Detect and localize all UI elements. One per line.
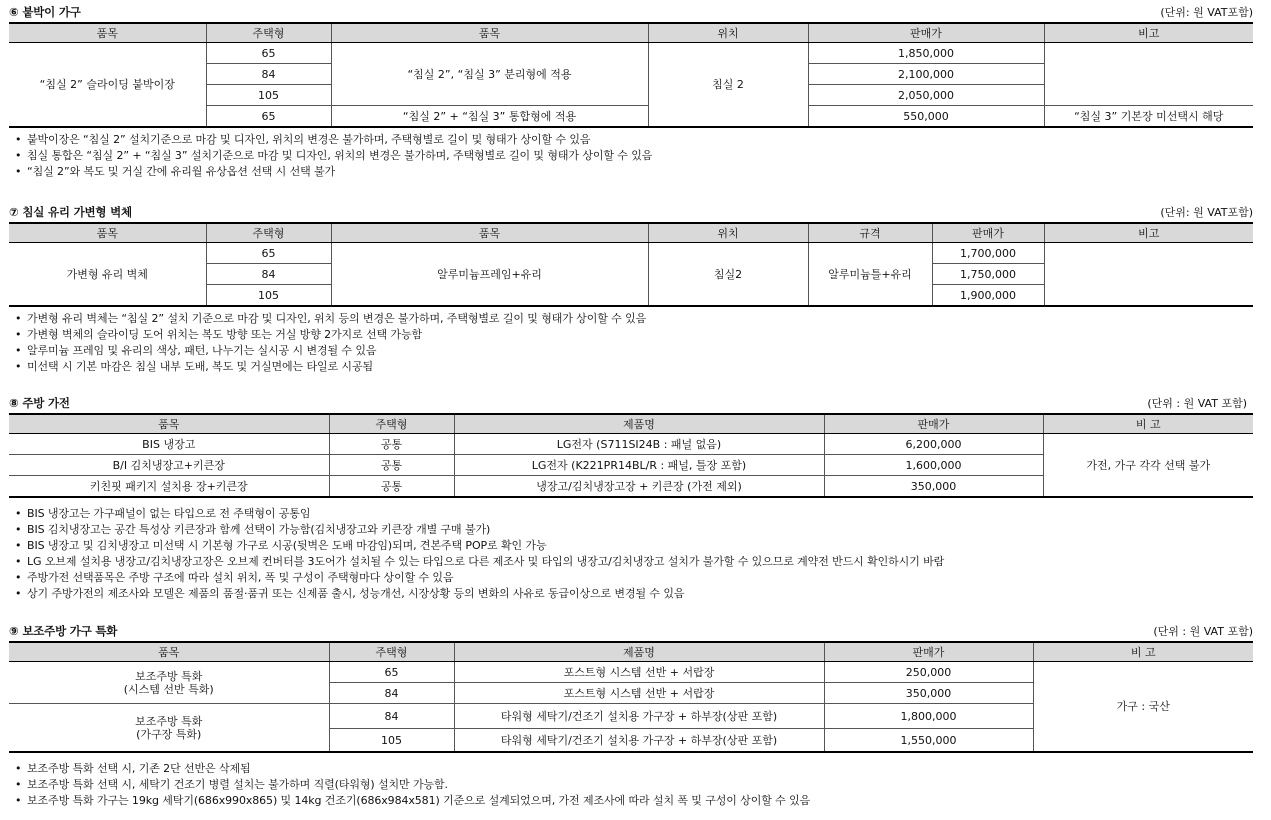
section-title: ⑥ 붙박이 가구 <box>9 5 81 19</box>
header-price: 판매가 <box>808 23 1044 43</box>
product-cell: “침실 2” + “침실 3” 통합형에 적용 <box>331 106 648 128</box>
remark-cell <box>1044 43 1253 106</box>
note-item: • 침실 통합은 “침실 2” + “침실 3” 설치기준으로 마감 및 디자인, 위치의 변경은 불가하며, 주택형별로 길이 및 형태가 상이할 수 있음 <box>15 149 653 162</box>
price-cell: 1,600,000 <box>824 455 1043 476</box>
type-cell: 84 <box>329 683 454 704</box>
product-cell: 타워형 세탁기/건조기 설치용 가구장 + 하부장(상판 포함) <box>454 729 824 753</box>
spec-cell: 알루미늄틀+유리 <box>808 243 932 307</box>
header-remark: 비 고 <box>1033 642 1253 662</box>
price-cell: 6,200,000 <box>824 434 1043 455</box>
header-product: 제품명 <box>454 642 824 662</box>
header-item: 품목 <box>9 414 329 434</box>
header-type: 주택형 <box>206 23 331 43</box>
item-cell: “침실 2” 슬라이딩 붙박이장 <box>9 43 206 128</box>
remark-cell: “침실 3” 기본장 미선택시 해당 <box>1044 106 1253 128</box>
note-item: • “침실 2”와 복도 및 거실 간에 유리월 유상옵션 선택 시 선택 불가 <box>15 165 336 178</box>
price-cell: 2,100,000 <box>808 64 1044 85</box>
note-item: • 알루미늄 프레임 및 유리의 색상, 패턴, 나누기는 실시공 시 변경될 수 있음 <box>15 344 377 357</box>
product-cell: 포스트형 시스템 선반 + 서랍장 <box>454 683 824 704</box>
remark-cell: 가구 : 국산 <box>1033 662 1253 753</box>
unit-label: (단위: 원 VAT포함) <box>1160 206 1253 219</box>
remark-cell: 가전, 가구 각각 선택 불가 <box>1043 434 1253 498</box>
header-price: 판매가 <box>824 414 1043 434</box>
header-product: 품목 <box>331 223 648 243</box>
header-item: 품목 <box>9 642 329 662</box>
type-cell: 105 <box>329 729 454 753</box>
type-cell: 84 <box>206 264 331 285</box>
item-name: 보조주방 특화 <box>135 669 203 683</box>
type-cell: 84 <box>206 64 331 85</box>
header-remark: 비 고 <box>1043 414 1253 434</box>
price-cell: 1,550,000 <box>824 729 1033 753</box>
item-cell: BIS 냉장고 <box>9 434 329 455</box>
item-subname: (시스템 선반 특화) <box>123 682 214 696</box>
price-cell: 550,000 <box>808 106 1044 128</box>
notes-list <box>9 311 1253 375</box>
section-title: ⑧ 주방 가전 <box>9 396 70 410</box>
item-cell: B/I 김치냉장고+키큰장 <box>9 455 329 476</box>
item-name: 보조주방 특화 <box>135 714 203 728</box>
header-item: 품목 <box>9 223 206 243</box>
note-item: • 미선택 시 기본 마감은 침실 내부 도배, 복도 및 거실면에는 타일로 시공됨 <box>15 360 374 373</box>
auxiliary-kitchen-table <box>9 641 1253 753</box>
item-cell <box>9 662 329 704</box>
item-subname: (가구장 특화) <box>136 727 202 741</box>
header-product: 품목 <box>331 23 648 43</box>
type-cell: 65 <box>206 106 331 128</box>
header-spec: 규격 <box>808 223 932 243</box>
glass-partition-table <box>9 222 1253 307</box>
type-cell: 65 <box>329 662 454 683</box>
price-cell: 1,750,000 <box>932 264 1044 285</box>
note-item: • 가변형 유리 벽체는 “침실 2” 설치 기준으로 마감 및 디자인, 위치 등의 변경은 불가하며, 주택형별로 길이 및 형태가 상이할 수 있음 <box>15 312 647 325</box>
note-item: • 보조주방 특화 선택 시, 기존 2단 선반은 삭제됨 <box>15 762 251 775</box>
section-built-in-furniture <box>9 4 1253 180</box>
remark-cell <box>1044 243 1253 307</box>
unit-label: (단위: 원 VAT포함) <box>1160 6 1253 19</box>
type-cell: 공통 <box>329 455 454 476</box>
notes-list <box>9 132 1253 180</box>
type-cell: 65 <box>206 243 331 264</box>
header-type: 주택형 <box>329 414 454 434</box>
price-cell: 350,000 <box>824 476 1043 498</box>
location-cell: 침실 2 <box>648 43 808 128</box>
section-glass-partition <box>9 204 1253 375</box>
section-title: ⑦ 침실 유리 가변형 벽체 <box>9 205 132 219</box>
type-cell: 105 <box>206 85 331 106</box>
price-cell: 1,800,000 <box>824 704 1033 729</box>
note-item: • 붙박이장은 “침실 2” 설치기준으로 마감 및 디자인, 위치의 변경은 불가하며, 주택형별로 길이 및 형태가 상이할 수 있음 <box>15 133 591 146</box>
product-cell: 포스트형 시스템 선반 + 서랍장 <box>454 662 824 683</box>
product-cell: “침실 2”, “침실 3” 분리형에 적용 <box>331 43 648 106</box>
section-kitchen-appliances <box>9 395 1253 602</box>
price-cell: 350,000 <box>824 683 1033 704</box>
notes-list <box>9 761 1253 809</box>
type-cell: 공통 <box>329 434 454 455</box>
section-auxiliary-kitchen <box>9 623 1253 809</box>
header-remark: 비고 <box>1044 223 1253 243</box>
header-location: 위치 <box>648 223 808 243</box>
item-cell: 가변형 유리 벽체 <box>9 243 206 307</box>
product-cell: LG전자 (S711SI24B : 패널 없음) <box>454 434 824 455</box>
price-cell: 1,850,000 <box>808 43 1044 64</box>
note-item: • BIS 냉장고는 가구패널이 없는 타입으로 전 주택형이 공통임 <box>15 507 311 520</box>
note-item: • LG 오브제 설치용 냉장고/김치냉장고장은 오브제 컨버터블 3도어가 설치될 수 있는 타입으로 다른 제조사 및 타입의 냉장고/김치냉장고 설치가 불가할 수 있으므로 계약전 반드시 확인하시기 바람 <box>15 555 945 568</box>
type-cell: 65 <box>206 43 331 64</box>
location-cell: 침실2 <box>648 243 808 307</box>
note-item: • 가변형 벽체의 슬라이딩 도어 위치는 복도 방향 또는 거실 방향 2가지로 선택 가능함 <box>15 328 423 341</box>
header-remark: 비고 <box>1044 23 1253 43</box>
note-item: • 보조주방 특화 가구는 19kg 세탁기(686x990x865) 및 14kg 건조기(686x984x581) 기준으로 설계되었으며, 가전 제조사에 따라 설치 폭 및 구성이 상이할 수 있음 <box>15 794 811 807</box>
header-product: 제품명 <box>454 414 824 434</box>
note-item: • 주방가전 선택품목은 주방 구조에 따라 설치 위치, 폭 및 구성이 주택형마다 상이할 수 있음 <box>15 571 454 584</box>
unit-label: (단위 : 원 VAT 포함) <box>1147 397 1247 410</box>
note-item: • 보조주방 특화 선택 시, 세탁기 건조기 병렬 설치는 불가하며 직렬(타워형) 설치만 가능함. <box>15 778 448 791</box>
note-item: • 상기 주방가전의 제조사와 모델은 제품의 품절·품귀 또는 신제품 출시, 성능개선, 시장상황 등의 변화의 사유로 동급이상으로 변경될 수 있음 <box>15 587 685 600</box>
header-price: 판매가 <box>932 223 1044 243</box>
built-in-furniture-table <box>9 22 1253 128</box>
type-cell: 84 <box>329 704 454 729</box>
notes-list <box>9 506 1253 602</box>
note-item: • BIS 김치냉장고는 공간 특성상 키큰장과 함께 선택이 가능함(김치냉장고와 키큰장 개별 구매 불가) <box>15 523 491 536</box>
kitchen-appliances-table <box>9 413 1253 498</box>
price-cell: 1,700,000 <box>932 243 1044 264</box>
header-price: 판매가 <box>824 642 1033 662</box>
header-type: 주택형 <box>329 642 454 662</box>
item-cell: 키친핏 패키지 설치용 장+키큰장 <box>9 476 329 498</box>
price-cell: 250,000 <box>824 662 1033 683</box>
product-cell: 냉장고/김치냉장고장 + 키큰장 (가전 제외) <box>454 476 824 498</box>
header-item: 품목 <box>9 23 206 43</box>
header-location: 위치 <box>648 23 808 43</box>
price-cell: 2,050,000 <box>808 85 1044 106</box>
product-cell: 알루미늄프레임+유리 <box>331 243 648 307</box>
product-cell: LG전자 (K221PR14BL/R : 패널, 틀장 포함) <box>454 455 824 476</box>
header-type: 주택형 <box>206 223 331 243</box>
product-cell: 타워형 세탁기/건조기 설치용 가구장 + 하부장(상판 포함) <box>454 704 824 729</box>
note-item: • BIS 냉장고 및 김치냉장고 미선택 시 기본형 가구로 시공(뒷벽은 도배 마감임)되며, 견본주택 POP로 확인 가능 <box>15 539 547 552</box>
item-cell <box>9 704 329 753</box>
section-title: ⑨ 보조주방 가구 특화 <box>9 624 118 638</box>
price-cell: 1,900,000 <box>932 285 1044 307</box>
unit-label: (단위 : 원 VAT 포함) <box>1153 625 1253 638</box>
type-cell: 공통 <box>329 476 454 498</box>
type-cell: 105 <box>206 285 331 307</box>
